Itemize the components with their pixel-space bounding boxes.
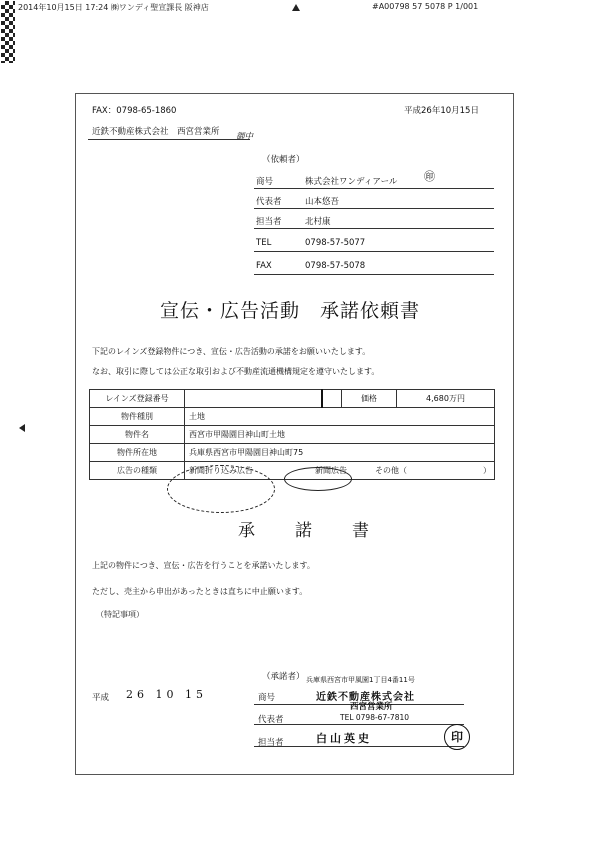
property-name-value: 西宮市甲陽園目神山町土地 bbox=[185, 426, 495, 444]
fax-header-right: #A00798 57 5078 P 1/001 bbox=[372, 2, 479, 11]
request-line-1: 下記のレインズ登録物件につき、宣伝・広告活動の承諾をお願いいたします。 bbox=[92, 347, 371, 356]
consent-date-handwritten: 26 10 15 bbox=[126, 688, 207, 701]
client-tel: 0798-57-5077 bbox=[305, 238, 366, 248]
reins-number-label: レインズ登録番号 bbox=[90, 390, 185, 408]
property-type-value: 土地 bbox=[185, 408, 495, 426]
client-row-label: TEL bbox=[256, 238, 272, 248]
client-row-label: 担当者 bbox=[256, 217, 282, 227]
ad-option-close: ） bbox=[483, 466, 491, 475]
client-contact: 北村康 bbox=[305, 217, 331, 227]
recipient-underline bbox=[88, 139, 250, 140]
table-row bbox=[90, 408, 495, 426]
request-line-2: なお、取引に際しては公正な取引および不動産流通機構規定を遵守いたします。 bbox=[92, 367, 380, 376]
client-label: （依頼者） bbox=[262, 155, 305, 165]
consenter-office: 西宮営業所 bbox=[350, 702, 393, 712]
document-title: 宣伝・広告活動 承諾依頼書 bbox=[160, 300, 421, 322]
ad-option-flyer: 新聞折り込み広告 bbox=[189, 466, 253, 475]
client-row-label: 代表者 bbox=[256, 197, 282, 207]
client-row-line bbox=[254, 188, 494, 189]
property-address-value: 兵庫県西宮市甲陽園目神山町75 bbox=[185, 444, 495, 462]
consenter-tel: TEL 0798-67-7810 bbox=[340, 713, 410, 722]
triangle-mark-icon bbox=[292, 4, 300, 11]
client-row-line bbox=[254, 228, 494, 229]
consent-line-1: 上記の物件につき、宣伝・広告を行うことを承諾いたします。 bbox=[92, 561, 315, 570]
price-label: 価格 bbox=[342, 390, 397, 408]
client-representative: 山本悠吾 bbox=[305, 197, 340, 207]
property-table bbox=[89, 389, 495, 480]
recipient-name: 近鉄不動産株式会社 西宮営業所 bbox=[92, 127, 220, 137]
consenter-contact: 白山英史 bbox=[316, 732, 372, 745]
table-row bbox=[90, 426, 495, 444]
circle-mark-flyer bbox=[167, 465, 275, 513]
ad-type-label: 広告の種類 bbox=[90, 462, 185, 480]
client-row-label: FAX bbox=[256, 261, 272, 271]
property-address-label: 物件所在地 bbox=[90, 444, 185, 462]
client-row-label: 商号 bbox=[256, 177, 274, 187]
circle-mark-newspaper bbox=[284, 467, 352, 491]
table-row bbox=[90, 390, 495, 408]
client-company: 株式会社ワンディアール bbox=[305, 177, 398, 187]
client-row-line bbox=[254, 208, 494, 209]
ad-option-other: その他（ bbox=[375, 466, 407, 475]
property-type-label: 物件種別 bbox=[90, 408, 185, 426]
recipient-suffix: 御中 bbox=[236, 132, 254, 142]
consenter-row-line bbox=[254, 724, 464, 725]
consenter-label: （承諾者） bbox=[262, 672, 305, 682]
consenter-company: 近鉄不動産株式会社 bbox=[316, 692, 415, 703]
consenter-seal: 印 bbox=[444, 724, 470, 750]
table-row bbox=[90, 444, 495, 462]
fax-header-left: 2014年10月15日 17:24 ㈱ワンディ聖宣課長 阪神店 bbox=[18, 3, 209, 12]
client-seal-mark: ㊞ bbox=[424, 170, 435, 183]
table-spacer bbox=[322, 390, 342, 408]
client-row-line bbox=[254, 274, 494, 275]
sender-fax: FAX：0798-65-1860 bbox=[92, 106, 177, 116]
fax-edge-pattern bbox=[1, 1, 15, 63]
property-name-label: 物件名 bbox=[90, 426, 185, 444]
consenter-address: 兵庫県西宮市甲風園1丁目4番11号 bbox=[306, 676, 415, 684]
left-arrow-mark-icon bbox=[19, 424, 25, 432]
special-notes-label: （特記事項） bbox=[96, 610, 144, 619]
client-fax: 0798-57-5078 bbox=[305, 261, 366, 271]
price-value: 4,680万円 bbox=[397, 390, 495, 408]
consenter-row-line bbox=[254, 746, 464, 747]
ad-option-newspaper: 新聞広告 bbox=[315, 466, 347, 475]
consent-line-2: ただし、売主から申出があったときは直ちに中止願います。 bbox=[92, 587, 308, 596]
consent-title: 承諾書 bbox=[238, 521, 409, 541]
client-row-line bbox=[254, 251, 494, 252]
document-date: 平成26年10月15日 bbox=[404, 106, 479, 116]
consenter-row-label: 商号 bbox=[258, 693, 276, 703]
consenter-row-label: 担当者 bbox=[258, 738, 284, 748]
reins-number-value bbox=[185, 390, 323, 408]
consent-date-label: 平成 bbox=[92, 693, 110, 703]
consenter-row-label: 代表者 bbox=[258, 715, 284, 725]
